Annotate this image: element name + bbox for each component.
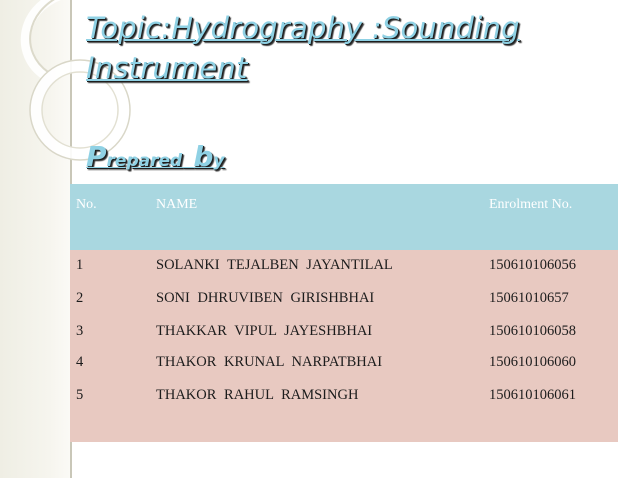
prepared-by-heading	[86, 140, 224, 173]
row-5-no: 5	[76, 387, 84, 403]
row-3-enrolment: 150610106058	[489, 323, 576, 339]
row-2-enrolment: 15061010657	[489, 290, 569, 306]
subtitle-rest-2: y	[213, 151, 225, 171]
header-enrolment: Enrolment No.	[489, 197, 573, 212]
row-4-no: 4	[76, 354, 84, 370]
subtitle-cap-b: b	[193, 140, 214, 173]
row-5-enrolment: 150610106061	[489, 387, 576, 403]
subtitle-cap-p: P	[86, 140, 107, 173]
students-table	[70, 184, 618, 442]
row-1-no: 1	[76, 257, 84, 273]
row-2-no: 2	[76, 290, 84, 306]
header-name: NAME	[156, 197, 198, 212]
row-1-enrolment: 150610106056	[489, 257, 576, 273]
slide-title: Topic:Hydrography :Sounding Instrument	[86, 11, 520, 85]
row-3-name: THAKKAR VIPUL JAYESHBHAI	[156, 323, 373, 339]
table-header-row	[70, 184, 618, 250]
row-4-enrolment: 150610106060	[489, 354, 576, 370]
row-5-name: THAKOR RAHUL RAMSINGH	[156, 387, 359, 403]
subtitle-rest-1: repared	[106, 151, 183, 171]
row-4-name: THAKOR KRUNAL NARPATBHAI	[156, 354, 383, 370]
row-3-no: 3	[76, 323, 84, 339]
row-1-name: SOLANKI TEJALBEN JAYANTILAL	[156, 257, 393, 273]
header-no: No.	[76, 197, 97, 212]
row-2-name: SONI DHRUVIBEN GIRISHBHAI	[156, 290, 375, 306]
